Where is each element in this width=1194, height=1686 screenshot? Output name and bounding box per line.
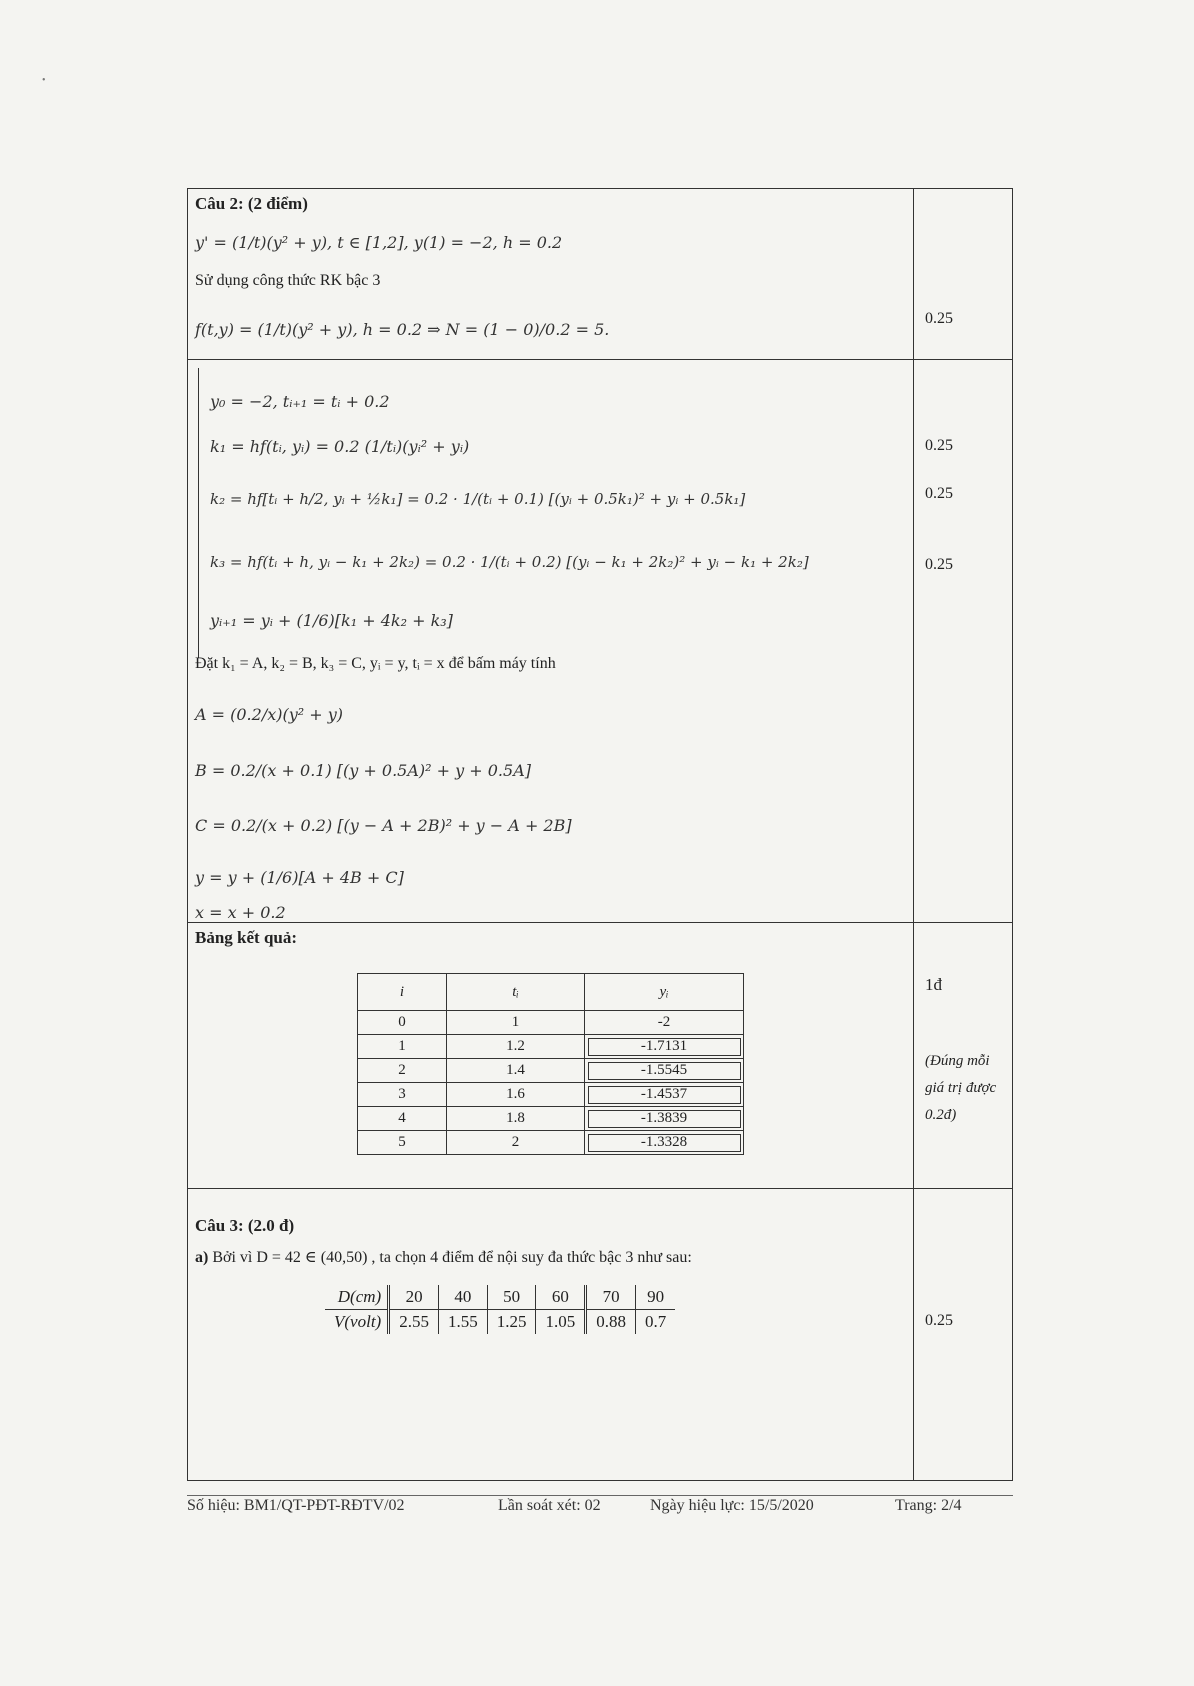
part-a-text: Bởi vì D = 42 ∈ (40,50) , ta chọn 4 điểm để nội suy đa thức bậc 3 như sau: <box>212 1249 692 1266</box>
cau3-heading: Câu 3: (2.0 đ) <box>195 1216 295 1235</box>
cell-i: 0 <box>358 1011 447 1035</box>
v-row-label: V(volt) <box>334 1312 382 1331</box>
header-t: tᵢ <box>447 974 585 1011</box>
table-row <box>358 1035 744 1059</box>
calc-line-A: A = (0.2/x)(y² + y) <box>195 705 344 724</box>
v-cell: 1.25 <box>487 1310 536 1335</box>
interpolation-table <box>325 1285 675 1334</box>
table-row <box>358 1083 744 1107</box>
cell-i: 5 <box>358 1131 447 1155</box>
score-cau3-a: 0.25 <box>925 1312 953 1329</box>
score-k2: 0.25 <box>925 485 953 502</box>
v-cell: 2.55 <box>389 1310 439 1335</box>
footer-effective-date: Ngày hiệu lực: 15/5/2020 <box>650 1497 814 1514</box>
cell-y: -1.3328 <box>585 1131 744 1155</box>
footer-rule <box>187 1495 1013 1496</box>
header-y: yᵢ <box>585 974 744 1011</box>
scan-speck: • <box>42 75 46 86</box>
d-cell: 20 <box>389 1285 439 1310</box>
d-cell: 60 <box>536 1285 586 1310</box>
cell-i: 2 <box>358 1059 447 1083</box>
calc-line-B: B = 0.2/(x + 0.1) [(y + 0.5A)² + y + 0.5A] <box>195 761 531 780</box>
cau2-heading: Câu 2: (2 điểm) <box>195 194 308 213</box>
cell-y: -1.7131 <box>585 1035 744 1059</box>
cell-t: 1 <box>447 1011 585 1035</box>
header-i: i <box>358 974 447 1011</box>
calc-line-x: x = x + 0.2 <box>195 903 286 922</box>
cell-t: 1.2 <box>447 1035 585 1059</box>
rk-line-2: k₁ = hf(tᵢ, yᵢ) = 0.2 (1/tᵢ)(yᵢ² + yᵢ) <box>210 437 470 456</box>
table-row <box>358 1131 744 1155</box>
d-row <box>325 1285 675 1310</box>
table-row <box>358 1107 744 1131</box>
v-cell: 0.88 <box>586 1310 636 1335</box>
cau2-f-definition: f(t,y) = (1/t)(y² + y), h = 0.2 ⇒ N = (1 − 0)/0.2 = 5. <box>195 320 610 339</box>
system-brace <box>198 368 205 658</box>
cau2-method: Sử dụng công thức RK bậc 3 <box>195 272 381 289</box>
footer-page: Trang: 2/4 <box>895 1497 962 1514</box>
cell-y: -1.3839 <box>585 1107 744 1131</box>
table-header-row <box>358 974 744 1011</box>
v-cell: 1.05 <box>536 1310 586 1335</box>
cell-i: 3 <box>358 1083 447 1107</box>
score-k1: 0.25 <box>925 437 953 454</box>
cell-t: 1.8 <box>447 1107 585 1131</box>
cau2-equation: y' = (1/t)(y² + y), t ∈ [1,2], y(1) = −2, h = 0.2 <box>195 233 563 252</box>
calc-line-C: C = 0.2/(x + 0.2) [(y − A + 2B)² + y − A + 2B] <box>195 816 572 835</box>
rk-line-5: yᵢ₊₁ = yᵢ + (1/6)[k₁ + 4k₂ + k₃] <box>210 611 453 630</box>
d-cell: 40 <box>438 1285 487 1310</box>
row-divider-2 <box>187 922 1013 923</box>
cell-i: 4 <box>358 1107 447 1131</box>
rk-line-1: y₀ = −2, tᵢ₊₁ = tᵢ + 0.2 <box>210 392 390 411</box>
cell-i: 1 <box>358 1035 447 1059</box>
d-row-label: D(cm) <box>325 1285 389 1310</box>
score-note: (Đúng mỗi giá trị được 0.2đ) <box>925 1053 997 1123</box>
footer-revision: Lần soát xét: 02 <box>498 1497 601 1514</box>
rk-line-4: k₃ = hf(tᵢ + h, yᵢ − k₁ + 2k₂) = 0.2 · 1/(tᵢ + 0.2) [(yᵢ − k₁ + 2k₂)² + yᵢ − k₁ + 2k₂] <box>210 553 809 571</box>
footer-code: Số hiệu: BM1/QT-PĐT-RĐTV/02 <box>187 1497 405 1514</box>
cau3-part-a <box>195 1247 692 1267</box>
table-row <box>358 1059 744 1083</box>
d-cell: 50 <box>487 1285 536 1310</box>
row-divider-3 <box>187 1188 1013 1189</box>
score-f-definition: 0.25 <box>925 310 953 327</box>
score-k3: 0.25 <box>925 556 953 573</box>
table-row <box>358 1011 744 1035</box>
cell-t: 1.4 <box>447 1059 585 1083</box>
rk-line-3: k₂ = hf[tᵢ + h/2, yᵢ + ½k₁] = 0.2 · 1/(tᵢ + 0.1) [(yᵢ + 0.5k₁)² + yᵢ + 0.5k₁] <box>210 490 746 508</box>
v-cell: 0.7 <box>635 1310 675 1335</box>
part-a-label: a) <box>195 1249 209 1266</box>
cell-y: -2 <box>585 1011 744 1035</box>
cell-t: 2 <box>447 1131 585 1155</box>
cell-t: 1.6 <box>447 1083 585 1107</box>
results-heading: Bảng kết quả: <box>195 928 298 947</box>
results-table <box>357 973 744 1155</box>
v-cell: 1.55 <box>438 1310 487 1335</box>
row-divider-1 <box>187 359 1013 360</box>
cell-y: -1.5545 <box>585 1059 744 1083</box>
calc-line-y: y = y + (1/6)[A + 4B + C] <box>195 868 404 887</box>
score-table: 1đ <box>925 975 942 994</box>
substitution-line: Đặt k₁ = A, k₂ = B, k₃ = C, yᵢ = y, tᵢ = x để bấm máy tính <box>195 655 556 672</box>
d-cell: 70 <box>586 1285 636 1310</box>
score-column-divider <box>913 188 914 1481</box>
v-row <box>325 1310 675 1335</box>
d-cell: 90 <box>635 1285 675 1310</box>
cell-y: -1.4537 <box>585 1083 744 1107</box>
